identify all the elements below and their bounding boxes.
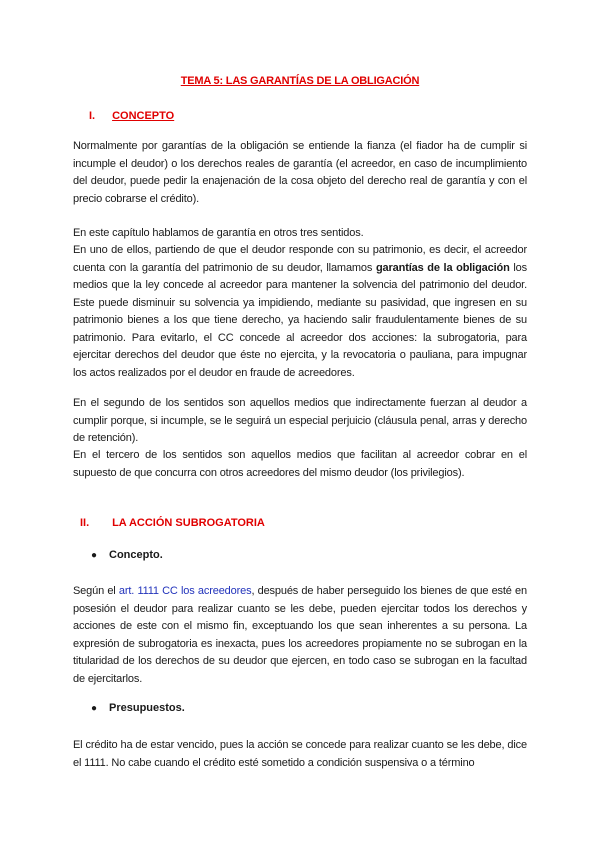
paragraph-garantias-intro: Normalmente por garantías de la obligación se entiende la fianza (el fiador ha de cumplir si incumple el deudor) o los derechos reales de garantía (el acreedor, en caso de incumplimiento del deudor, puede pedir la enajenación de la cosa objeto del derecho real de garantía y con el precio cobrarse el crédito). bbox=[73, 140, 527, 205]
section-number: II. bbox=[80, 517, 90, 529]
bold-term: garantías de la obligación bbox=[375, 261, 510, 274]
section-label: CONCEPTO bbox=[112, 110, 175, 122]
section-heading-concepto bbox=[89, 110, 174, 122]
paragraph-tres-sentidos: En este capítulo hablamos de garantía en otros tres sentidos. bbox=[73, 227, 364, 239]
bullet-icon: ● bbox=[91, 703, 98, 714]
section-heading-accion-subrogatoria bbox=[80, 517, 265, 529]
article-link[interactable]: art. 1111 CC los acreedores bbox=[118, 585, 252, 597]
section-number: I. bbox=[89, 110, 96, 122]
paragraph-primer-sentido: En uno de ellos, partiendo de que el deudor responde con su patrimonio, es decir, el acreedor cuenta con la garantía del patrimonio de su deudor, llamamos garantías de la obligación los medios que la ley concede al acreedor para mantener la solvencia del patrimonio del deudor. Este puede disminuir su solvencia ya impidiendo, mediante su pasividad, que ingresen en su patrimonio bienes a los que tiene derecho, ya haciendo salir fraudulentamente bienes de su patrimonio. Para evitarlo, el CC concede al acreedor dos acciones: la subrogatoria, para ejercitar derechos del deudor que éste no ejercita, y la revocatoria o pauliana, para impugnar los actos realizados por el deudor en fraude de acreedores. bbox=[73, 244, 527, 379]
paragraph-art-1111: Según el art. 1111 CC los acreedores, después de haber perseguido los bienes de que esté en posesión el deudor para realizar cuanto se les debe, pueden ejercitar todos los derechos y acciones de este con el mismo fin, exceptuando los que sean inherentes a su persona. La expresión de subrogatoria es inexacta, pues los acreedores propiamente no se subrogan en la titularidad de los derechos de su deudor que ejercen, en todo caso se subrogan en la facultad de ejercitarlos. bbox=[73, 585, 527, 685]
bullet-icon: ● bbox=[91, 550, 98, 561]
bullet-presupuestos: ● Presupuestos. bbox=[91, 702, 185, 714]
section-label: LA ACCIÓN SUBROGATORIA bbox=[112, 517, 265, 529]
paragraph-tercer-sentido: En el tercero de los sentidos son aquellos medios que facilitan al acreedor cobrar en el supuesto de que concurra con otros acreedores del mismo deudor (los privilegios). bbox=[73, 449, 527, 479]
bullet-concepto: ● Concepto. bbox=[91, 549, 163, 561]
paragraph-presupuestos: El crédito ha de estar vencido, pues la acción se concede para realizar cuanto se les debe, dice el 1111. No cabe cuando el crédito esté sometido a condición suspensiva o a término bbox=[73, 739, 527, 769]
paragraph-segundo-sentido: En el segundo de los sentidos son aquellos medios que indirectamente fuerzan al deudor a cumplir porque, si incumple, se le seguirá un especial perjuicio (cláusula penal, arras y derecho de retención). bbox=[73, 397, 527, 444]
page-title: TEMA 5: LAS GARANTÍAS DE LA OBLIGACIÓN bbox=[180, 75, 420, 87]
